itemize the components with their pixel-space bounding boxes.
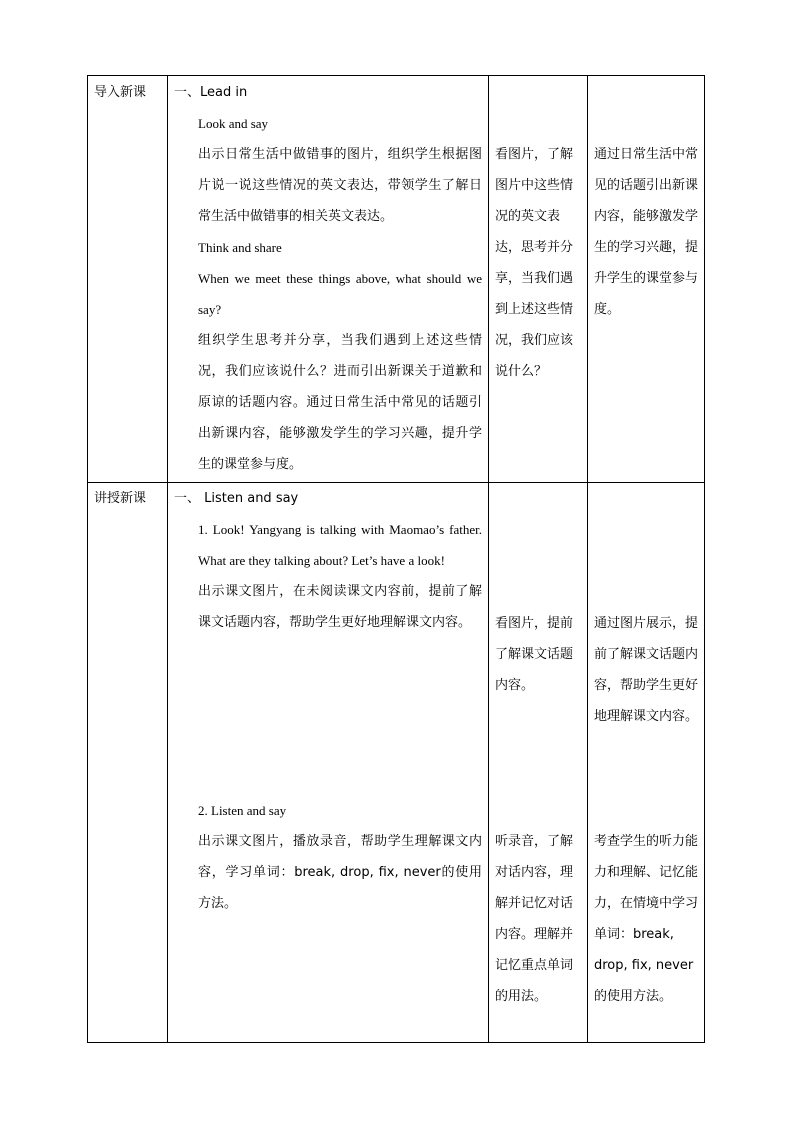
section-label-new-lesson: 讲授新课 xyxy=(94,491,147,506)
activity-paragraph: 组织学生思考并分享，当我们遇到上述这些情况，我们应该说什么？进而引出新课关于道歉和原谅的话题内容。通过日常生活中常见的话题引出新课内容，能够激发学生的学习兴趣，提升学生的课堂参与度。 xyxy=(198,333,482,472)
column-divider xyxy=(587,76,588,1042)
section-label-lead-in: 导入新课 xyxy=(94,85,147,100)
step-title: 2. Listen and say xyxy=(198,803,287,818)
design-purpose-lead-in: 通过日常生活中常见的话题引出新课内容，能够激发学生的学习兴趣，提升学生的课堂参与度。 xyxy=(594,147,699,317)
step-title: 1. Look! Yangyang is talking with Maomao’s father. What are they talking about? Let’s have a look! xyxy=(198,522,482,568)
activity-subheading: Think and share xyxy=(198,240,282,255)
activity-subheading: Look and say xyxy=(198,116,269,131)
student-activity-lead-in: 看图片，了解图片中这些情况的英文表达，思考并分享，当我们遇到上述这些情况，我们应该说什么？ xyxy=(495,147,574,379)
teacher-activity-lead-in xyxy=(174,77,482,480)
design-purpose-step1: 通过图片展示，提前了解课文话题内容，帮助学生更好地理解课文内容。 xyxy=(594,616,699,724)
activity-question: When we meet these things above, what should we say? xyxy=(198,271,482,317)
activity-paragraph: 出示日常生活中做错事的图片，组织学生根据图片说一说这些情况的英文表达，带领学生了解日常生活中做错事的相关英文表达。 xyxy=(198,147,482,224)
step-paragraph: 出示课文图片，在未阅读课文内容前，提前了解课文话题内容，帮助学生更好地理解课文内容。 xyxy=(198,584,482,630)
student-activity-step2: 听录音，了解对话内容，理解并记忆对话内容。理解并记忆重点单词的用法。 xyxy=(495,834,574,1004)
teacher-activity-new-lesson xyxy=(174,483,482,638)
student-activity-step1: 看图片，提前了解课文话题内容。 xyxy=(495,616,574,693)
column-divider xyxy=(167,76,168,1042)
design-purpose-step2: 考查学生的听力能力和理解、记忆能力，在情境中学习单词：break, drop, fix, never的使用方法。 xyxy=(594,834,699,1004)
step-paragraph: 出示课文图片，播放录音，帮助学生理解课文内容，学习单词：break, drop, fix, never的使用方法。 xyxy=(198,834,482,911)
activity-heading: 一、Lead in xyxy=(174,85,248,100)
teacher-activity-step2 xyxy=(198,795,482,919)
activity-heading: 一、 Listen and say xyxy=(174,491,299,506)
lesson-plan-table xyxy=(87,75,705,1043)
column-divider xyxy=(488,76,489,1042)
